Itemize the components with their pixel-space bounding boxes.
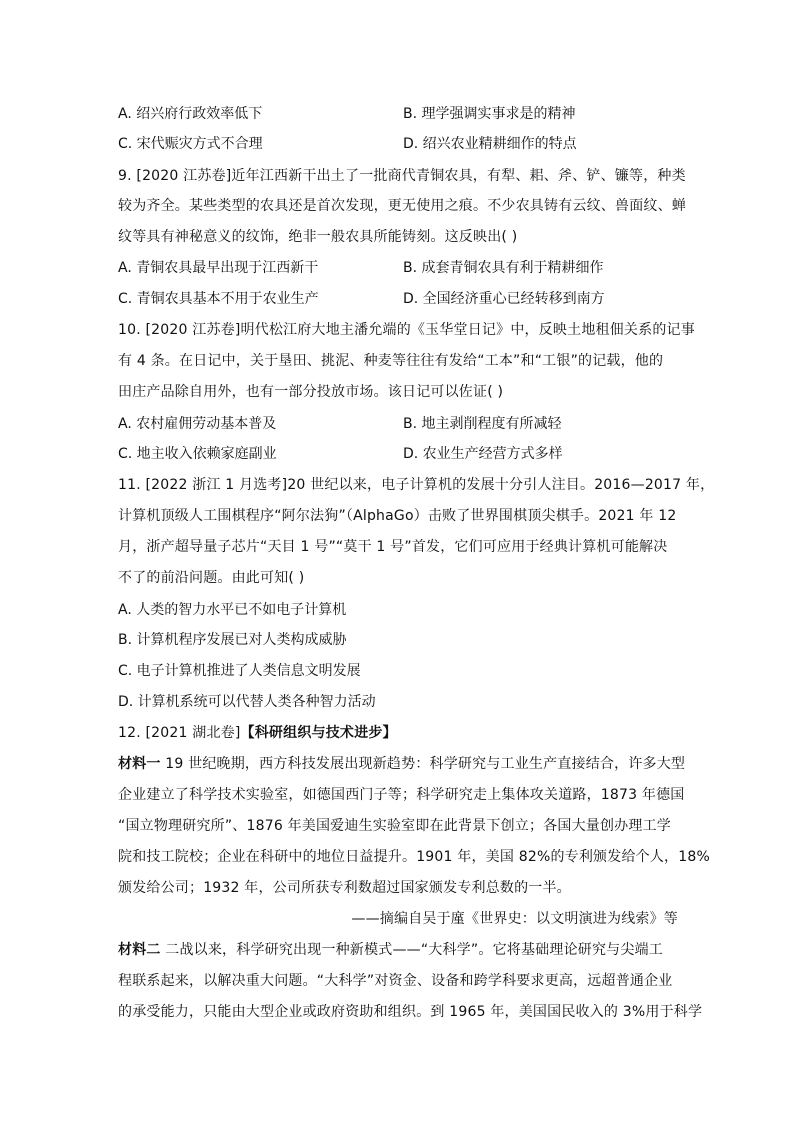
q8-option-c[interactable]: C. 宋代赈灾方式不合理 [118,136,263,152]
q10-stem-line-1: 10. [2020 江苏卷]明代松江府大地主潘允端的《玉华堂日记》中，反映土地租佃关系的记事 [118,322,695,338]
q12-material1-line-2: 企业建立了科学技术实验室，如德国西门子等；科学研究走上集体攻关道路，1873 年德国 [118,787,685,803]
q10-option-c[interactable]: C. 地主收入依赖家庭副业 [118,446,277,462]
q12-material1-line-5: 颁发给公司；1932 年，公司所获专利数超过国家颁发专利总数的一半。 [118,880,571,896]
q12-topic: 【科研组织与技术进步】 [240,725,397,741]
q9-option-b[interactable]: B. 成套青铜农具有利于精耕细作 [403,260,604,276]
q9-stem-line-2: 较为齐全。某些类型的农具还是首次发现，更无使用之痕。不少农具铸有云纹、兽面纹、蝉 [118,198,686,214]
q12-material1-line-4: 院和技工院校；企业在科研中的地位日益提升。1901 年，美国 82%的专利颁发给个人，18% [118,849,710,865]
q12-heading [118,723,678,743]
q12-material1-line-3: “国立物理研究所”、1876 年美国爱迪生实验室即在此背景下创立；各国大量创办理工学 [118,818,671,834]
q11-stem-line-2: 计算机顶级人工围棋程序“阿尔法狗”（AlphaGo）击败了世界围棋顶尖棋手。2021 年 12 [118,508,677,524]
q10-option-b[interactable]: B. 地主剥削程度有所减轻 [403,416,562,432]
material2-text-1: 二战以来，科学研究出现一种新模式——“大科学”。它将基础理论研究与尖端工 [160,942,663,958]
q12-number: 12. [2021 湖北卷] [118,725,241,741]
q9-stem-line-1: 9. [2020 江苏卷]近年江西新干出土了一批商代青铜农具，有犁、耜、斧、铲、镰等，种类 [118,168,686,184]
q10-option-d[interactable]: D. 农业生产经营方式多样 [403,446,563,462]
material1-text-1: 19 世纪晚期，西方科技发展出现新趋势：科学研究与工业生产直接结合，许多大型 [160,756,686,772]
q11-option-b[interactable]: B. 计算机程序发展已对人类构成威胁 [118,632,347,648]
q8-option-b[interactable]: B. 理学强调实事求是的精神 [403,106,576,122]
q11-stem-line-1: 11. [2022 浙江 1 月选考]20 世纪以来，电子计算机的发展十分引人注目。2016—2017 年， [118,477,715,493]
q9-option-a[interactable]: A. 青铜农具最早出现于江西新干 [118,260,319,276]
q10-option-a[interactable]: A. 农村雇佣劳动基本普及 [118,416,277,432]
q11-stem-line-4: 不了的前沿问题。由此可知( ) [118,570,305,586]
q8-option-a[interactable]: A. 绍兴府行政效率低下 [118,106,263,122]
material2-label: 材料二 [118,942,161,958]
material1-label: 材料一 [118,756,161,772]
q8-option-d[interactable]: D. 绍兴农业精耕细作的特点 [403,136,577,152]
q9-option-d[interactable]: D. 全国经济重心已经转移到南方 [403,291,605,307]
q11-option-a[interactable]: A. 人类的智力水平已不如电子计算机 [118,602,347,618]
q12-material1-source: ——摘编自吴于廑《世界史：以文明演进为线索》等 [351,911,678,927]
q12-material2-line-3: 的承受能力，只能由大型企业或政府资助和组织。到 1965 年，美国国民收入的 3%用于科学 [118,1004,703,1020]
q9-stem-line-3: 纹等具有神秘意义的纹饰，绝非一般农具所能铸刻。这反映出( ) [118,229,518,245]
q12-material1-line-1 [118,754,686,774]
q10-stem-line-3: 田庄产品除自用外，也有一部分投放市场。该日记可以佐证( ) [118,384,504,400]
q10-stem-line-2: 有 4 条。在日记中，关于垦田、挑泥、种麦等往往有发给“工本”和“工银”的记载，他的 [118,353,664,369]
q9-option-c[interactable]: C. 青铜农具基本不用于农业生产 [118,291,319,307]
q11-stem-line-3: 月，浙产超导量子芯片“天目 1 号”“莫干 1 号”首发，它们可应用于经典计算机可能解决 [118,539,668,555]
q11-option-c[interactable]: C. 电子计算机推进了人类信息文明发展 [118,663,361,679]
q12-material2-line-2: 程联系起来，以解决重大问题。“大科学”对资金、设备和跨学科要求更高，远超普通企业 [118,973,673,989]
q12-material2-line-1 [118,940,678,960]
q11-option-d[interactable]: D. 计算机系统可以代替人类各种智力活动 [118,694,376,710]
